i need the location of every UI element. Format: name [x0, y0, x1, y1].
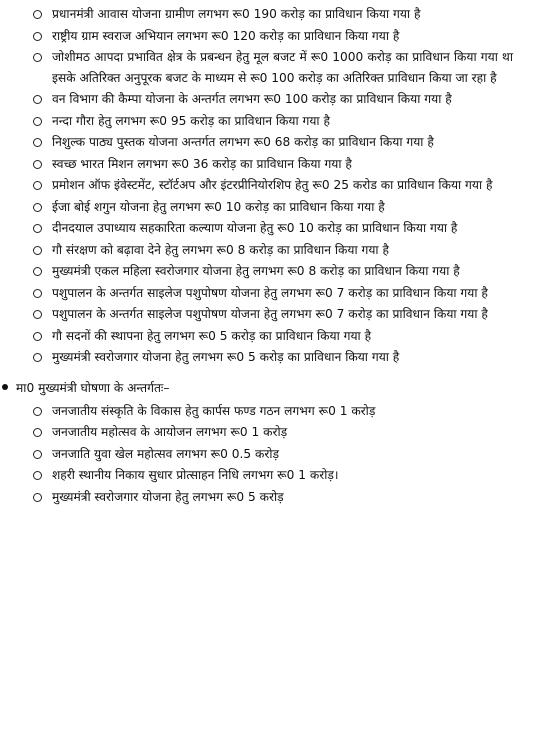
list-item-text: प्रधानमंत्री आवास योजना ग्रामीण लगभग रू0 190 करोड़ का प्राविधान किया गया है	[52, 7, 421, 21]
list-item	[33, 132, 541, 153]
circle-bullet-icon	[33, 407, 42, 416]
list-item	[33, 326, 541, 347]
list-item	[33, 304, 541, 325]
circle-bullet-icon	[33, 160, 42, 169]
cm-announcements-list	[0, 401, 541, 508]
list-item-text: प्रमोशन ऑफ इंवेस्टमेंट, स्टॉर्टअप और इंटरप्रीनियोरशिप हेतु रू0 25 करोड का प्राविधान किया गया है	[52, 178, 493, 192]
list-item	[33, 218, 541, 239]
circle-bullet-icon	[33, 289, 42, 298]
list-item-text: राष्ट्रीय ग्राम स्वराज अभियान लगभग रू0 120 करोड़ का प्राविधान किया गया है	[52, 28, 400, 43]
list-item	[33, 4, 541, 25]
list-item	[33, 487, 541, 508]
list-item	[33, 347, 541, 368]
list-item-text: जोशीमठ आपदा प्रभावित क्षेत्र के प्रबन्धन हेतु मूल बजट में रू0 1000 करोड़ का प्राविधान किया गया था इसके अतिरिक्त अनुपूरक बजट के माध्यम से रू0 100 करोड़ का अतिरिक्त प्राविधान किया जा रहा है	[52, 50, 513, 85]
list-item-text: शहरी स्थानीय निकाय सुधार प्रोत्साहन निधि लगभग रू0 1 करोड़।	[52, 468, 339, 482]
list-item	[33, 111, 541, 132]
circle-bullet-icon	[33, 450, 42, 459]
section-heading-text: मा0 मुख्यमंत्री घोषणा के अन्तर्गतः–	[16, 380, 170, 395]
list-item-text: मुख्यमंत्री एकल महिला स्वरोजगार योजना हेतु लगभग रू0 8 करोड़ का प्राविधान किया गया है	[52, 264, 460, 278]
list-item	[33, 89, 541, 110]
list-item-text: दीनदयाल उपाध्याय सहकारिता कल्याण योजना हेतु रू0 10 करोड़ का प्राविधान किया गया है	[52, 221, 458, 235]
provisions-list	[0, 4, 541, 368]
circle-bullet-icon	[33, 332, 42, 341]
circle-bullet-icon	[33, 267, 42, 276]
list-item-text: मुख्यमंत्री स्वरोजगार योजना हेतु लगभग रू0 5 करोड़ का प्राविधान किया गया है	[52, 350, 400, 364]
list-item-text: गौ संरक्षण को बढ़ावा देने हेतु लगभग रू0 8 करोड़ का प्राविधान किया गया है	[52, 242, 389, 257]
circle-bullet-icon	[33, 32, 42, 41]
circle-bullet-icon	[33, 353, 42, 362]
list-item-text: स्वच्छ भारत मिशन लगभग रू0 36 करोड़ का प्राविधान किया गया है	[52, 156, 352, 171]
section-heading	[0, 378, 541, 398]
list-item-text: पशुपालन के अन्तर्गत साइलेज पशुपोषण योजना हेतु लगभग रू0 7 करोड़ का प्राविधान किया गया है	[52, 285, 488, 300]
list-item-text: जनजातीय महोत्सव के आयोजन लगभग रू0 1 करोड़	[52, 425, 288, 439]
list-item	[33, 465, 541, 486]
circle-bullet-icon	[33, 117, 42, 126]
circle-bullet-icon	[33, 224, 42, 233]
circle-bullet-icon	[33, 203, 42, 212]
list-item	[33, 47, 541, 88]
list-item	[33, 283, 541, 304]
list-item	[33, 422, 541, 443]
circle-bullet-icon	[33, 428, 42, 437]
list-item	[33, 240, 541, 261]
circle-bullet-icon	[33, 310, 42, 319]
list-item	[33, 261, 541, 282]
circle-bullet-icon	[33, 246, 42, 255]
circle-bullet-icon	[33, 53, 42, 62]
circle-bullet-icon	[33, 493, 42, 502]
list-item-text: वन विभाग की कैम्पा योजना के अन्तर्गत लगभग रू0 100 करोड़ का प्राविधान किया गया है	[52, 92, 452, 106]
list-item-text: नन्दा गौरा हेतु लगभग रू0 95 करोड़ का प्राविधान किया गया है	[52, 113, 330, 128]
list-item-text: मुख्यमंत्री स्वरोजगार योजना हेतु लगभग रू0 5 करोड़	[52, 489, 284, 504]
list-item	[33, 401, 541, 422]
list-item	[33, 444, 541, 465]
circle-bullet-icon	[33, 138, 42, 147]
list-item-text: जनजातीय संस्कृति के विकास हेतु कार्पस फण्ड गठन लगभग रू0 1 करोड़	[52, 403, 376, 418]
list-item	[33, 175, 541, 196]
list-item	[33, 26, 541, 47]
list-item-text: निशुल्क पाठ्य पुस्तक योजना अन्तर्गत लगभग रू0 68 करोड़ का प्राविधान किया गया है	[52, 135, 434, 149]
circle-bullet-icon	[33, 471, 42, 480]
list-item	[33, 154, 541, 175]
list-item-text: पशुपालन के अन्तर्गत साइलेज पशुपोषण योजना हेतु लगभग रू0 7 करोड़ का प्राविधान किया गया है	[52, 307, 488, 321]
list-item-text: ईजा बोई शगुन योजना हेतु लगभग रू0 10 करोड़ का प्राविधान किया गया है	[52, 199, 385, 214]
list-item	[33, 197, 541, 218]
circle-bullet-icon	[33, 95, 42, 104]
circle-bullet-icon	[33, 181, 42, 190]
bullet-dot-icon	[2, 384, 8, 390]
list-item-text: जनजाति युवा खेल महोत्सव लगभग रू0 0.5 करोड़	[52, 446, 280, 461]
list-item-text: गौ सदनों की स्थापना हेतु लगभग रू0 5 करोड़ का प्राविधान किया गया है	[52, 328, 372, 343]
circle-bullet-icon	[33, 10, 42, 19]
